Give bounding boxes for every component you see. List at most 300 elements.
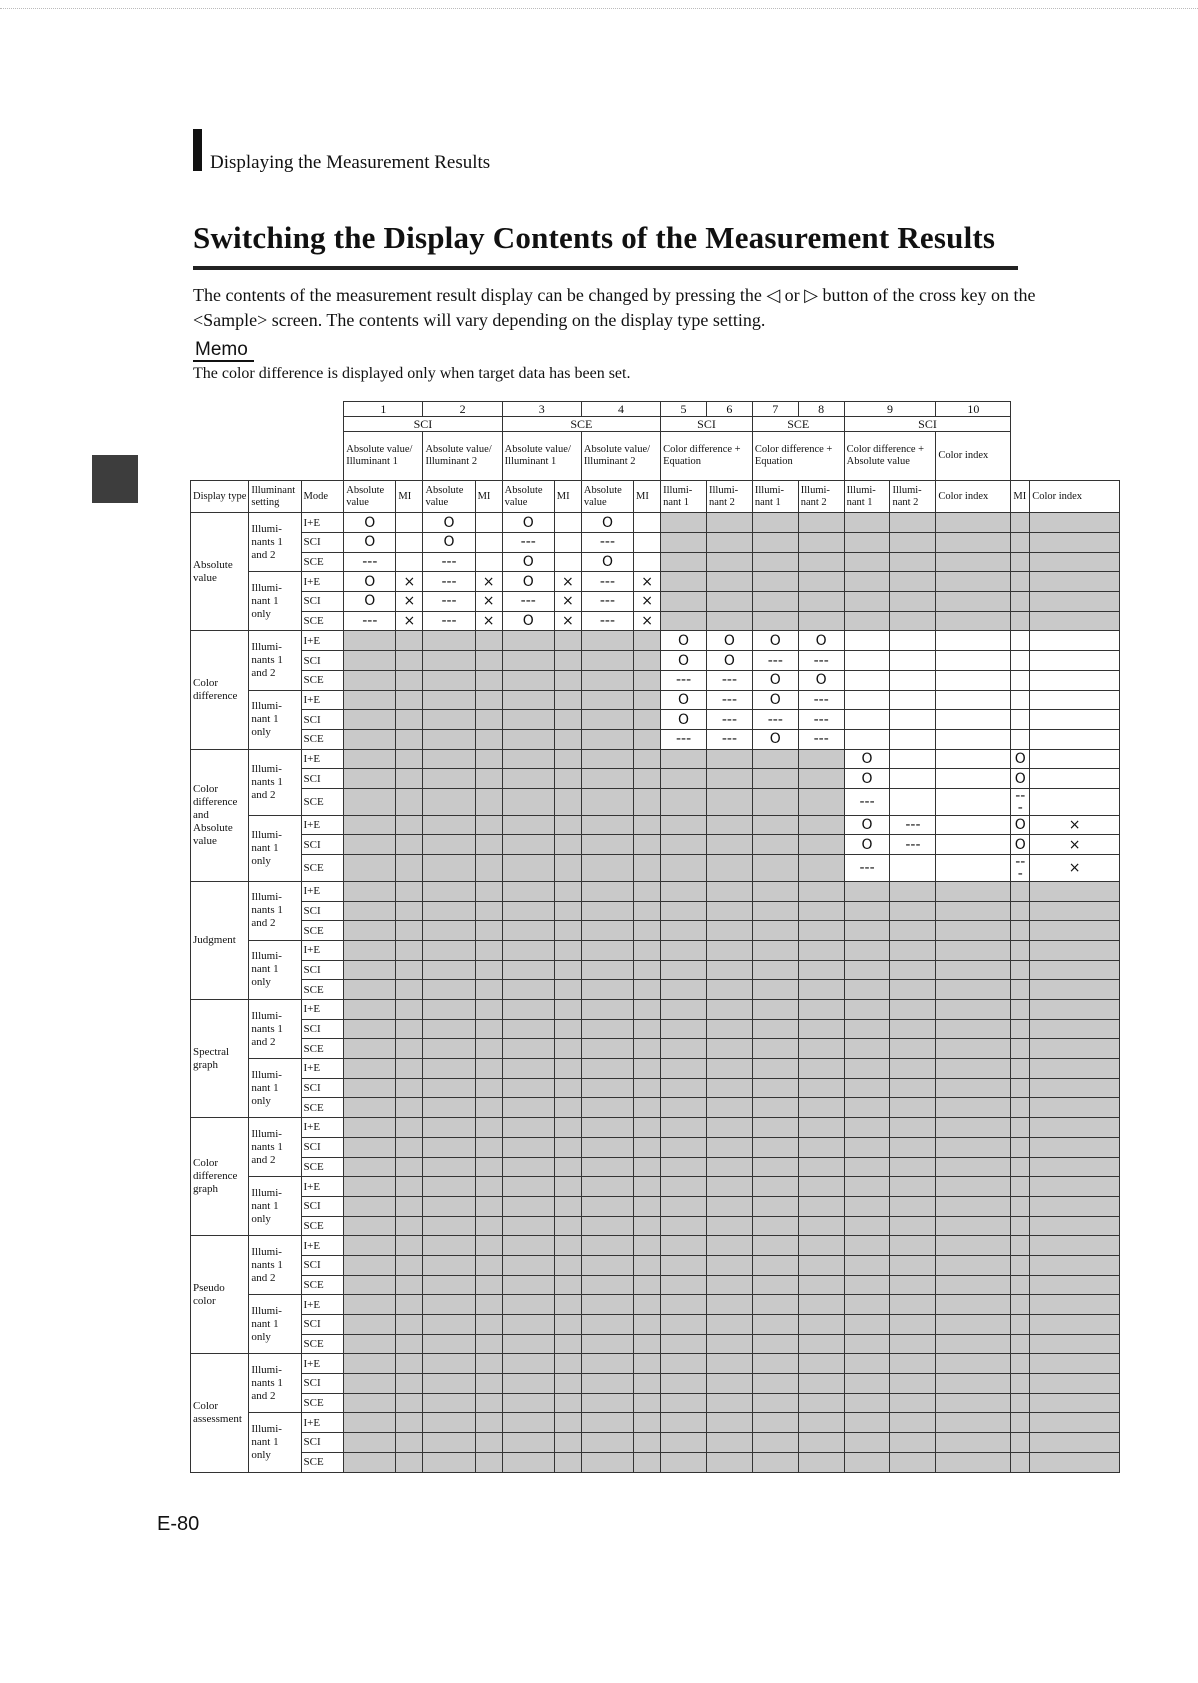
shaded-cell	[396, 1295, 423, 1315]
shaded-cell	[844, 513, 890, 533]
shaded-cell	[798, 1354, 844, 1374]
shaded-cell	[581, 1157, 633, 1177]
shaded-cell	[396, 690, 423, 710]
shaded-cell	[1030, 1196, 1120, 1216]
shaded-cell	[554, 901, 581, 921]
cross-mark: ×	[396, 611, 423, 631]
shaded-cell	[423, 1078, 475, 1098]
shaded-cell	[554, 1157, 581, 1177]
shaded-cell	[581, 881, 633, 901]
mode-label: I+E	[301, 690, 344, 710]
shaded-cell	[423, 960, 475, 980]
display-type-label: Color difference	[191, 631, 249, 749]
shaded-cell	[502, 651, 554, 671]
shaded-cell	[1030, 572, 1120, 592]
mode-label: SCE	[301, 670, 344, 690]
shaded-cell	[752, 572, 798, 592]
shaded-cell	[423, 1177, 475, 1197]
shaded-cell	[344, 1118, 396, 1138]
dash-mark: ---	[423, 572, 475, 592]
shaded-cell	[890, 1255, 936, 1275]
shaded-cell	[581, 980, 633, 1000]
circle-mark: O	[1011, 749, 1030, 769]
shaded-cell	[661, 1334, 707, 1354]
shaded-cell	[396, 631, 423, 651]
shaded-cell	[1030, 1157, 1120, 1177]
shaded-cell	[890, 1000, 936, 1020]
shaded-cell	[581, 1059, 633, 1079]
circle-mark: O	[706, 651, 752, 671]
shaded-cell	[752, 1236, 798, 1256]
shaded-cell	[798, 1275, 844, 1295]
shaded-cell	[1030, 1393, 1120, 1413]
circle-mark: O	[844, 769, 890, 789]
shaded-cell	[706, 855, 752, 882]
absolute-value-header: Absolute value	[344, 481, 396, 513]
shaded-cell	[344, 940, 396, 960]
illuminant-setting-label: Illumi- nants 1 and 2	[249, 881, 301, 940]
shaded-cell	[396, 1315, 423, 1335]
shaded-cell	[554, 1216, 581, 1236]
shaded-cell	[634, 855, 661, 882]
shaded-cell	[661, 901, 707, 921]
circle-mark: O	[752, 729, 798, 749]
shaded-cell	[1030, 1275, 1120, 1295]
shaded-cell	[554, 1039, 581, 1059]
table-row	[191, 1354, 1120, 1374]
shaded-cell	[936, 1098, 1011, 1118]
shaded-cell	[344, 1374, 396, 1394]
shaded-cell	[890, 1354, 936, 1374]
mode-label: SCI	[301, 1315, 344, 1335]
shaded-cell	[396, 769, 423, 789]
shaded-cell	[554, 710, 581, 730]
shaded-cell	[844, 921, 890, 941]
shaded-cell	[1030, 940, 1120, 960]
shaded-cell	[475, 769, 502, 789]
shaded-cell	[475, 1275, 502, 1295]
empty-cell	[1011, 651, 1030, 671]
shaded-cell	[1030, 901, 1120, 921]
dash-mark: ---	[752, 710, 798, 730]
illuminant-setting-label: Illumi- nant 1 only	[249, 1059, 301, 1118]
empty-cell	[1011, 729, 1030, 749]
shaded-cell	[396, 1413, 423, 1433]
dash-mark: ---	[661, 670, 707, 690]
shaded-cell	[936, 1216, 1011, 1236]
shaded-cell	[581, 1255, 633, 1275]
circle-mark: O	[752, 690, 798, 710]
shaded-cell	[581, 940, 633, 960]
shaded-cell	[936, 1374, 1011, 1394]
shaded-cell	[634, 631, 661, 651]
shaded-cell	[502, 960, 554, 980]
shaded-cell	[344, 710, 396, 730]
circle-mark: O	[423, 533, 475, 553]
shaded-cell	[396, 901, 423, 921]
shaded-cell	[581, 1196, 633, 1216]
shaded-cell	[706, 1236, 752, 1256]
shaded-cell	[554, 631, 581, 651]
shaded-cell	[1011, 611, 1030, 631]
shaded-cell	[844, 1433, 890, 1453]
shaded-cell	[890, 1118, 936, 1138]
shaded-cell	[844, 1039, 890, 1059]
shaded-cell	[661, 815, 707, 835]
shaded-cell	[1030, 1098, 1120, 1118]
shaded-cell	[344, 631, 396, 651]
table-row	[191, 1374, 1120, 1394]
shaded-cell	[344, 769, 396, 789]
mi-header: MI	[634, 481, 661, 513]
shaded-cell	[752, 1374, 798, 1394]
mode-label: I+E	[301, 881, 344, 901]
shaded-cell	[423, 651, 475, 671]
shaded-cell	[344, 881, 396, 901]
shaded-cell	[752, 980, 798, 1000]
column-number: 9	[844, 402, 936, 417]
table-row	[191, 1236, 1120, 1256]
shaded-cell	[554, 1452, 581, 1472]
shaded-cell	[554, 835, 581, 855]
shaded-cell	[423, 940, 475, 960]
shaded-cell	[396, 1433, 423, 1453]
shaded-cell	[844, 1354, 890, 1374]
corner-blank	[191, 431, 344, 480]
shaded-cell	[890, 1177, 936, 1197]
shaded-cell	[798, 960, 844, 980]
shaded-cell	[844, 1098, 890, 1118]
shaded-cell	[554, 729, 581, 749]
illuminant-setting-label: Illumi- nant 1 only	[249, 690, 301, 749]
table-row	[191, 670, 1120, 690]
shaded-cell	[423, 1059, 475, 1079]
table-row	[191, 1295, 1120, 1315]
shaded-cell	[581, 1393, 633, 1413]
circle-mark: O	[502, 611, 554, 631]
table-row	[191, 769, 1120, 789]
shaded-cell	[844, 1019, 890, 1039]
circle-mark: O	[344, 592, 396, 612]
shaded-cell	[634, 1157, 661, 1177]
shaded-cell	[936, 1078, 1011, 1098]
mode-label: SCE	[301, 611, 344, 631]
shaded-cell	[1011, 940, 1030, 960]
shaded-cell	[752, 1433, 798, 1453]
shaded-cell	[344, 788, 396, 815]
shaded-cell	[475, 710, 502, 730]
shaded-cell	[475, 1216, 502, 1236]
shaded-cell	[502, 1196, 554, 1216]
shaded-cell	[706, 611, 752, 631]
shaded-cell	[502, 1078, 554, 1098]
shaded-cell	[1011, 592, 1030, 612]
shaded-cell	[1030, 1452, 1120, 1472]
shaded-cell	[554, 855, 581, 882]
color-index-header: Color index	[1030, 481, 1120, 513]
shaded-cell	[344, 960, 396, 980]
shaded-cell	[798, 1098, 844, 1118]
dash-mark: ---	[798, 690, 844, 710]
shaded-cell	[936, 513, 1011, 533]
shaded-cell	[423, 835, 475, 855]
shaded-cell	[752, 769, 798, 789]
shaded-cell	[1030, 1059, 1120, 1079]
shaded-cell	[502, 901, 554, 921]
shaded-cell	[423, 980, 475, 1000]
mode-label: SCI	[301, 1255, 344, 1275]
table-row	[191, 980, 1120, 1000]
mi-header: MI	[475, 481, 502, 513]
dash-mark: ---	[581, 592, 633, 612]
shaded-cell	[706, 592, 752, 612]
intro-paragraph: The contents of the measurement result display can be changed by pressing the ◁ or ▷ button of the cross key on the <Sample> screen. The contents will vary depending on the display type setting.	[193, 285, 1036, 330]
illuminant-setting-label: Illumi- nants 1 and 2	[249, 1236, 301, 1295]
shaded-cell	[706, 1118, 752, 1138]
shaded-cell	[554, 1059, 581, 1079]
shaded-cell	[554, 1137, 581, 1157]
shaded-cell	[661, 921, 707, 941]
shaded-cell	[844, 1059, 890, 1079]
shaded-cell	[706, 980, 752, 1000]
shaded-cell	[423, 1039, 475, 1059]
shaded-cell	[1030, 1374, 1120, 1394]
shaded-cell	[502, 921, 554, 941]
table-row	[191, 1393, 1120, 1413]
shaded-cell	[1030, 1216, 1120, 1236]
shaded-cell	[1030, 533, 1120, 553]
table-row	[191, 1118, 1120, 1138]
shaded-cell	[844, 592, 890, 612]
shaded-cell	[554, 1000, 581, 1020]
shaded-cell	[890, 1315, 936, 1335]
circle-mark: O	[844, 835, 890, 855]
shaded-cell	[502, 1216, 554, 1236]
shaded-cell	[475, 670, 502, 690]
shaded-cell	[344, 1137, 396, 1157]
shaded-cell	[936, 1236, 1011, 1256]
page-number: E-80	[157, 1513, 200, 1535]
empty-cell	[844, 670, 890, 690]
illuminant-setting-label: Illumi- nant 1 only	[249, 815, 301, 881]
shaded-cell	[554, 1295, 581, 1315]
shaded-cell	[502, 1039, 554, 1059]
shaded-cell	[798, 513, 844, 533]
shaded-cell	[344, 1177, 396, 1197]
shaded-cell	[844, 940, 890, 960]
table-row	[191, 631, 1120, 651]
table-row	[191, 1098, 1120, 1118]
shaded-cell	[844, 1452, 890, 1472]
shaded-cell	[344, 1059, 396, 1079]
shaded-cell	[502, 1255, 554, 1275]
shaded-cell	[661, 513, 707, 533]
shaded-cell	[475, 835, 502, 855]
shaded-cell	[752, 1098, 798, 1118]
illuminant-setting-label: Illumi- nant 1 only	[249, 572, 301, 631]
shaded-cell	[554, 980, 581, 1000]
circle-mark: O	[661, 651, 707, 671]
display-type-label: Color difference and Absolute value	[191, 749, 249, 881]
shaded-cell	[844, 1118, 890, 1138]
dash-mark: ---	[1011, 855, 1030, 882]
shaded-cell	[396, 881, 423, 901]
mode-label: SCE	[301, 1275, 344, 1295]
display-type-label: Color assessment	[191, 1354, 249, 1473]
shaded-cell	[502, 710, 554, 730]
shaded-cell	[661, 1393, 707, 1413]
shaded-cell	[423, 1137, 475, 1157]
shaded-cell	[844, 1295, 890, 1315]
empty-cell	[890, 690, 936, 710]
shaded-cell	[554, 651, 581, 671]
shaded-cell	[396, 1334, 423, 1354]
absolute-value-header: Absolute value	[581, 481, 633, 513]
shaded-cell	[423, 815, 475, 835]
shaded-cell	[706, 1413, 752, 1433]
shaded-cell	[661, 1000, 707, 1020]
mode-label: SCI	[301, 1137, 344, 1157]
circle-mark: O	[502, 552, 554, 572]
shaded-cell	[1011, 1137, 1030, 1157]
empty-cell	[475, 533, 502, 553]
top-dotted-line	[0, 8, 1198, 9]
shaded-cell	[798, 1334, 844, 1354]
dash-mark: ---	[752, 651, 798, 671]
shaded-cell	[706, 1196, 752, 1216]
shaded-cell	[936, 1118, 1011, 1138]
shaded-cell	[706, 1098, 752, 1118]
column-description: Absolute value/ Illuminant 2	[581, 431, 660, 480]
shaded-cell	[661, 1019, 707, 1039]
shaded-cell	[752, 1177, 798, 1197]
shaded-cell	[844, 1137, 890, 1157]
shaded-cell	[475, 1000, 502, 1020]
shaded-cell	[634, 960, 661, 980]
shaded-cell	[396, 1196, 423, 1216]
shaded-cell	[581, 1236, 633, 1256]
shaded-cell	[752, 1334, 798, 1354]
shaded-cell	[475, 1393, 502, 1413]
shaded-cell	[396, 960, 423, 980]
shaded-cell	[554, 1019, 581, 1039]
shaded-cell	[661, 1374, 707, 1394]
shaded-cell	[475, 921, 502, 941]
shaded-cell	[890, 1059, 936, 1079]
shaded-cell	[1011, 921, 1030, 941]
column-number: 8	[798, 402, 844, 417]
shaded-cell	[344, 815, 396, 835]
shaded-cell	[661, 788, 707, 815]
shaded-cell	[344, 835, 396, 855]
shaded-cell	[396, 651, 423, 671]
shaded-cell	[890, 533, 936, 553]
shaded-cell	[752, 921, 798, 941]
circle-mark: O	[844, 749, 890, 769]
mode-label: I+E	[301, 1177, 344, 1197]
shaded-cell	[752, 835, 798, 855]
shaded-cell	[475, 690, 502, 710]
shaded-cell	[706, 1255, 752, 1275]
table-row	[191, 1039, 1120, 1059]
shaded-cell	[554, 1177, 581, 1197]
empty-cell	[936, 690, 1011, 710]
shaded-cell	[344, 670, 396, 690]
shaded-cell	[475, 749, 502, 769]
shaded-cell	[554, 690, 581, 710]
shaded-cell	[798, 980, 844, 1000]
shaded-cell	[890, 1413, 936, 1433]
shaded-cell	[581, 921, 633, 941]
shaded-cell	[344, 1196, 396, 1216]
shaded-cell	[423, 1374, 475, 1394]
shaded-cell	[634, 1433, 661, 1453]
shaded-cell	[661, 855, 707, 882]
empty-cell	[890, 729, 936, 749]
shaded-cell	[661, 1275, 707, 1295]
shaded-cell	[581, 1354, 633, 1374]
circle-mark: O	[344, 533, 396, 553]
shaded-cell	[1011, 960, 1030, 980]
shaded-cell	[581, 670, 633, 690]
shaded-cell	[502, 940, 554, 960]
shaded-cell	[475, 881, 502, 901]
mode-label: SCE	[301, 1039, 344, 1059]
shaded-cell	[581, 1413, 633, 1433]
shaded-cell	[475, 1334, 502, 1354]
shaded-cell	[396, 815, 423, 835]
shaded-cell	[1030, 960, 1120, 980]
shaded-cell	[502, 1374, 554, 1394]
shaded-cell	[1011, 1157, 1030, 1177]
shaded-cell	[661, 1452, 707, 1472]
shaded-cell	[936, 1413, 1011, 1433]
shaded-cell	[706, 1059, 752, 1079]
mode-label: SCE	[301, 1157, 344, 1177]
shaded-cell	[1011, 1196, 1030, 1216]
column-description: Absolute value/ Illuminant 2	[423, 431, 502, 480]
shaded-cell	[1030, 1295, 1120, 1315]
shaded-cell	[475, 631, 502, 651]
shaded-cell	[634, 749, 661, 769]
shaded-cell	[936, 1275, 1011, 1295]
mode-label: SCI	[301, 1019, 344, 1039]
mode-label: SCI	[301, 835, 344, 855]
shaded-cell	[890, 1196, 936, 1216]
shaded-cell	[423, 881, 475, 901]
shaded-cell	[798, 788, 844, 815]
shaded-cell	[752, 788, 798, 815]
shaded-cell	[844, 1216, 890, 1236]
dash-mark: ---	[502, 533, 554, 553]
table-row	[191, 1315, 1120, 1335]
dash-mark: ---	[423, 611, 475, 631]
shaded-cell	[396, 1157, 423, 1177]
shaded-cell	[752, 592, 798, 612]
column-number: 1	[344, 402, 423, 417]
shaded-cell	[502, 1019, 554, 1039]
table-row	[191, 901, 1120, 921]
empty-cell	[1030, 729, 1120, 749]
shaded-cell	[423, 901, 475, 921]
shaded-cell	[344, 1019, 396, 1039]
circle-mark: O	[661, 690, 707, 710]
display-type-label: Color difference graph	[191, 1118, 249, 1236]
shaded-cell	[752, 1039, 798, 1059]
shaded-cell	[581, 1019, 633, 1039]
circle-mark: O	[706, 631, 752, 651]
shaded-cell	[1011, 1413, 1030, 1433]
